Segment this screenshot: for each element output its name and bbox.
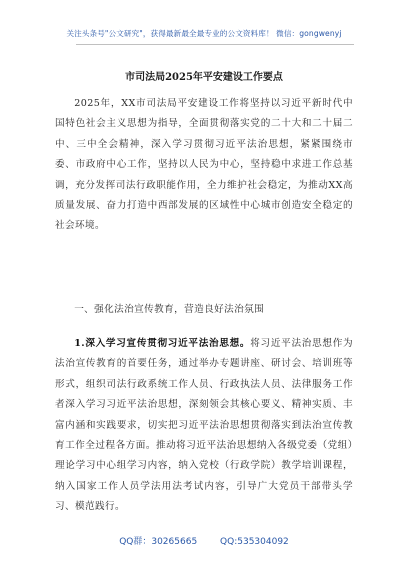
item-body: 将习近平法治思想作为法治宣传教育的首要任务，通过举办专题讲座、研讨会、培训班等形式，组织司法行政系统工作人员、行政执法人员、法律服务工作者深入学习习近平法治思想，深刻领会其核心要义、精神实质、丰富内涵和实践要求，切实把习近平法治思想贯彻落实到法治宣传教育工作全过程各方面。推动将习近平法治思想纳入各级党委（党组）理论学习中心组学习内容，纳入党校（行政学院）教学培训课程，纳入国家工作人员学法用法考试内容，引导广大党员干部带头学习、模范践行。 bbox=[55, 338, 354, 513]
intro-paragraph: 2025年，XX市司法局平安建设工作将坚持以习近平新时代中国特色社会主义思想为指导，全面贯彻落实党的二十大和二十届二中、三中全会精神，深入学习贯彻习近平法治思想，紧紧围绕市委、市政府中心工作，坚持以人民为中心，坚持稳中求进工作总基调，充分发挥司法行政职能作用，全力维护社会稳定，为推动XX高质量发展、奋力打造中西部发展的区域性中心城市创造安全稳定的社会环境。 bbox=[55, 98, 353, 232]
section-heading: 一、强化法治宣传教育，营造良好法治氛围 bbox=[74, 304, 265, 315]
header-banner: 关注头条号"公文研究"，获得最新最全最专业的公文资料库！ 微信：gongwenyj bbox=[66, 29, 342, 38]
header-divider bbox=[76, 44, 354, 45]
footer-contact bbox=[0, 534, 408, 547]
document-title: 市司法局2025年平安建设工作要点 bbox=[125, 72, 283, 83]
footer-qq-number: QQ:535304092 bbox=[220, 537, 289, 547]
item-paragraph bbox=[55, 334, 353, 518]
footer-qq-group: QQ群：30265665 bbox=[119, 537, 198, 547]
item-heading: 1.深入学习宣传贯彻习近平法治思想。 bbox=[74, 338, 251, 349]
